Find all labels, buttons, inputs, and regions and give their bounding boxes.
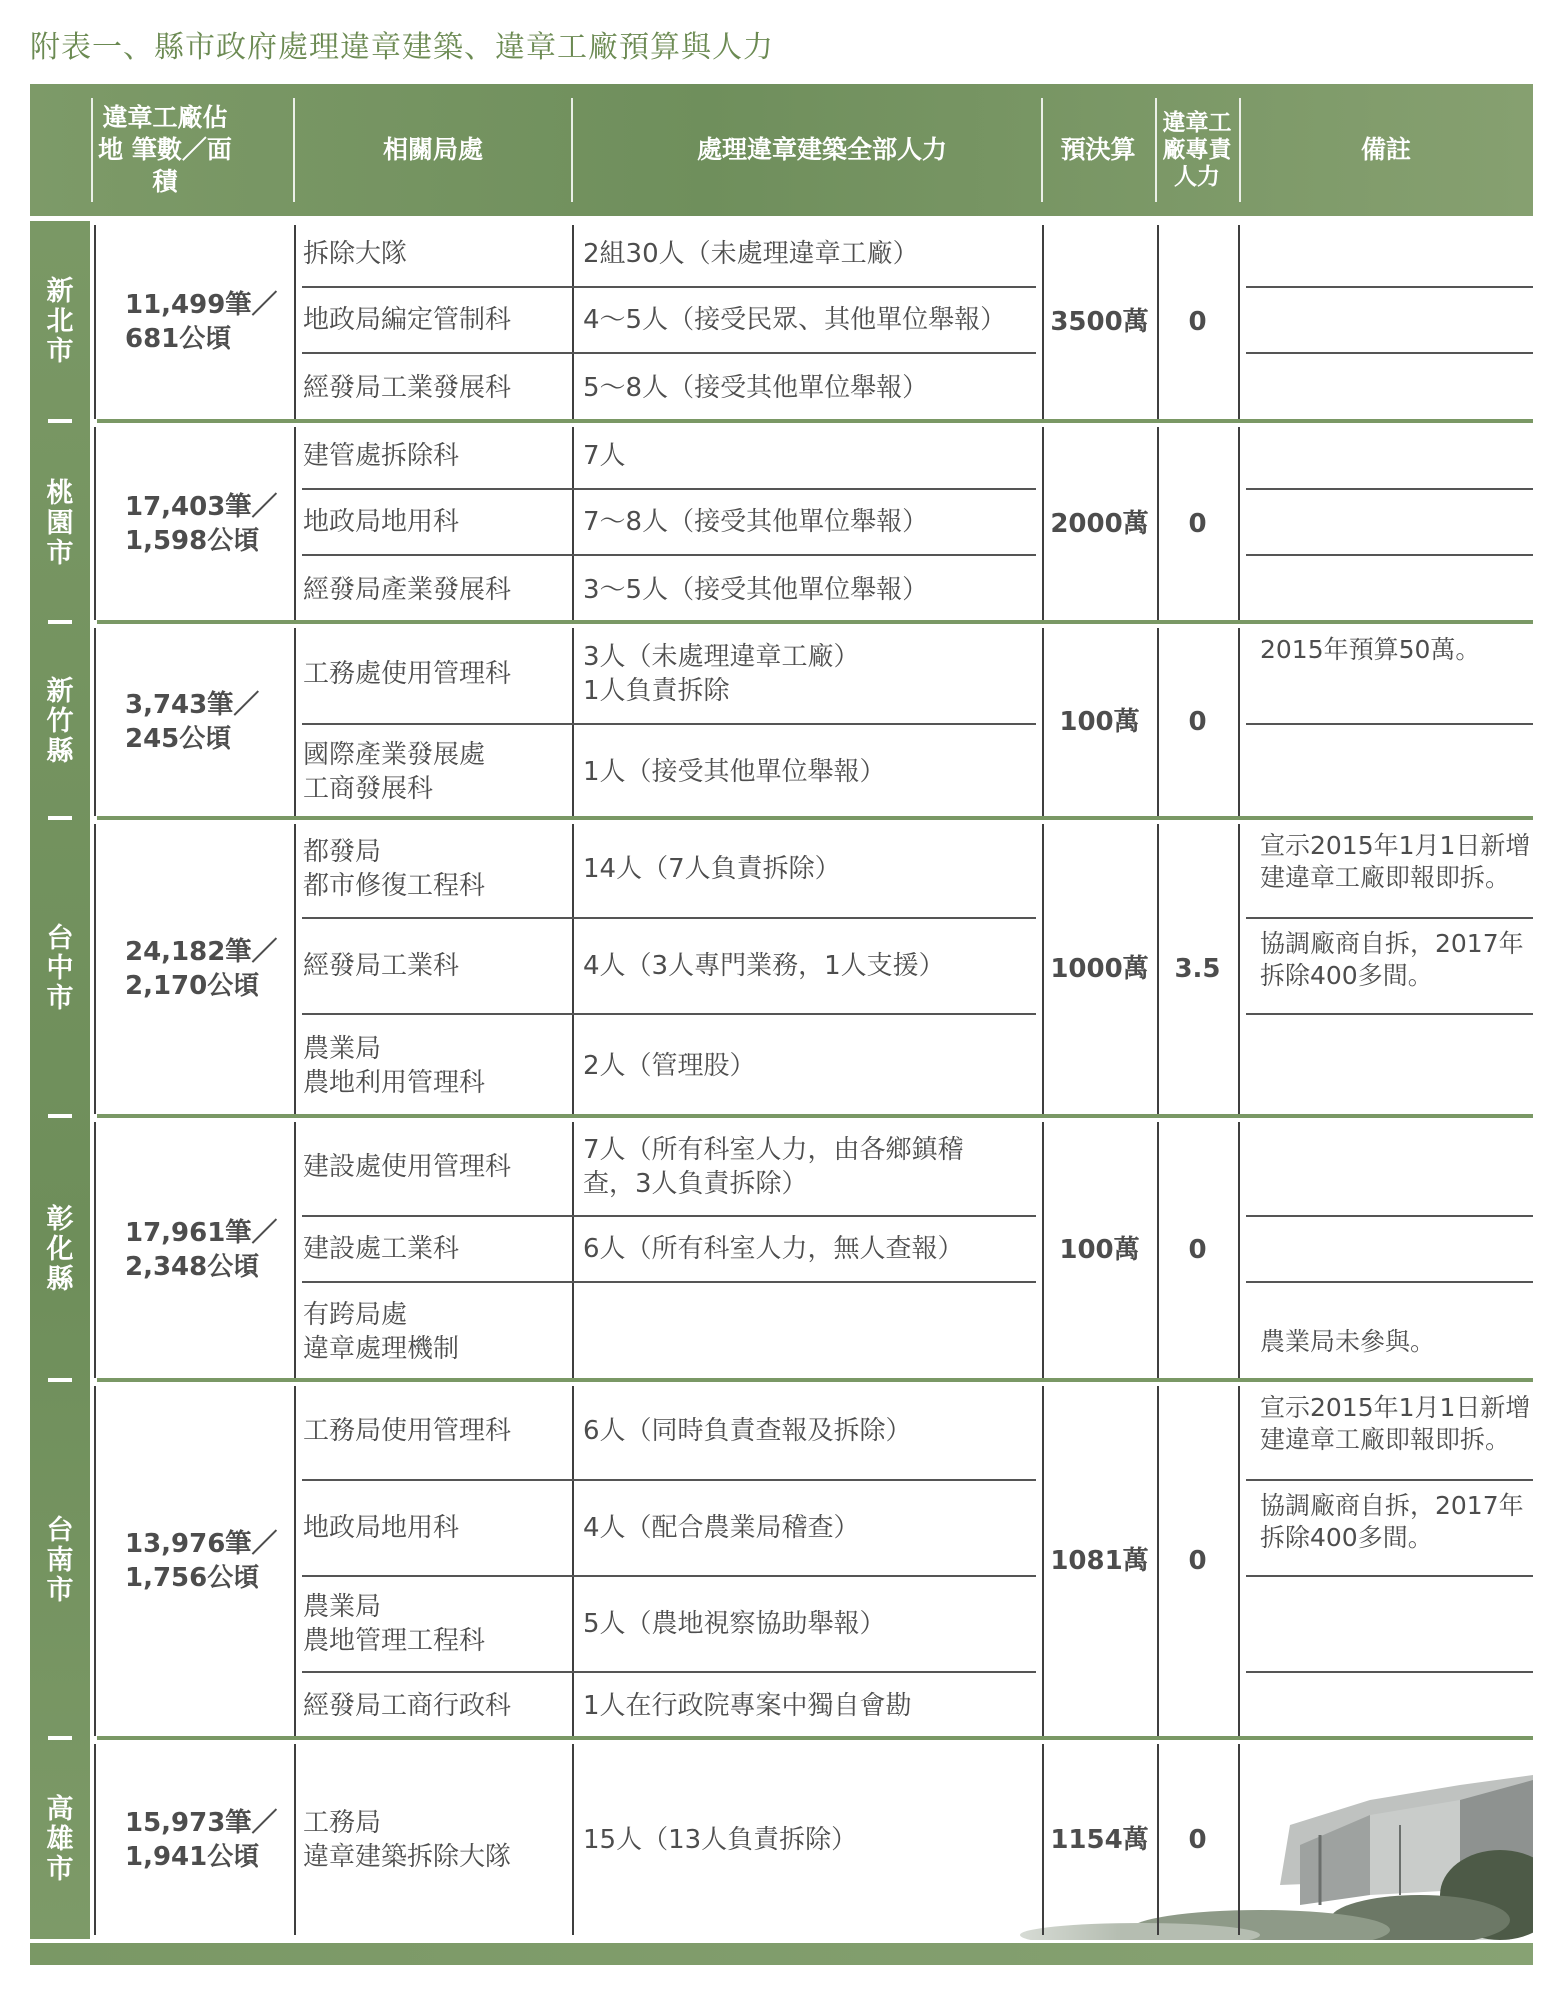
remark-text: 宣示2015年1月1日新增 建違章工廠即報即拆。	[1260, 831, 1531, 892]
column-divider	[572, 225, 574, 419]
remark-divider	[1246, 286, 1533, 288]
count-area-cell: 17,403筆／ 1,598公頃	[125, 491, 278, 556]
city-name: 台 南 市	[46, 1515, 74, 1606]
column-divider	[94, 225, 96, 419]
remark-divider	[1246, 554, 1533, 556]
city-name: 高 雄 市	[46, 1793, 74, 1885]
header-dedicated: 違章工 廠專責 人力	[1162, 109, 1232, 190]
dedicated-staff-cell: 0	[1188, 1235, 1207, 1265]
column-divider	[572, 824, 574, 1114]
remark-divider	[1246, 488, 1533, 490]
column-divider	[294, 1122, 296, 1378]
budget-cell: 3500萬	[1050, 307, 1149, 337]
staff-cell: 7人（所有科室人力，由各鄉鎮稽 查，3人負責拆除）	[583, 1135, 964, 1199]
column-divider	[94, 1386, 96, 1736]
city-name: 新 竹 縣	[46, 676, 74, 767]
remark-divider	[1246, 723, 1533, 725]
column-divider	[572, 1744, 574, 1935]
city-name: 台 中 市	[46, 923, 74, 1014]
department-cell: 建設處工業科	[303, 1234, 460, 1264]
staff-cell: 1人在行政院專案中獨自會勘	[583, 1691, 912, 1721]
city-divider-dash	[48, 1114, 72, 1118]
column-divider	[1238, 225, 1240, 419]
staff-cell: 4人（3人專門業務，1人支援）	[583, 951, 945, 981]
count-area-cell: 15,973筆／ 1,941公頃	[125, 1807, 278, 1872]
column-divider	[294, 628, 296, 816]
count-area-cell: 17,961筆／ 2,348公頃	[125, 1218, 278, 1282]
column-divider	[1238, 1386, 1240, 1736]
department-cell: 經發局工商行政科	[303, 1691, 512, 1721]
page-title: 附表一、縣市政府處理違章建築、違章工廠預算與人力	[30, 30, 774, 65]
city-divider-dash	[48, 1736, 72, 1740]
dedicated-staff-cell: 0	[1188, 707, 1207, 737]
remark-text: 協調廠商自拆，2017年 拆除400多間。	[1260, 929, 1524, 990]
column-divider	[94, 427, 96, 620]
staff-cell: 3～5人（接受其他單位舉報）	[583, 574, 929, 605]
header-count-area: 違章工廠佔地 筆數／面積	[98, 103, 232, 196]
budget-cell: 1154萬	[1050, 1824, 1149, 1855]
column-divider	[572, 1122, 574, 1378]
budget-cell: 100萬	[1059, 1235, 1140, 1265]
department-cell: 工務局使用管理科	[303, 1416, 512, 1446]
staff-cell: 4人（配合農業局稽查）	[583, 1513, 860, 1543]
department-cell: 國際產業發展處 工商發展科	[303, 740, 486, 804]
city-divider-dash	[48, 1378, 72, 1382]
remark-divider	[1246, 1479, 1533, 1481]
city-name: 新 北 市	[46, 276, 74, 367]
staff-cell: 14人（7人負責拆除）	[583, 854, 841, 884]
remark-text: 協調廠商自拆，2017年 拆除400多間。	[1260, 1491, 1524, 1552]
staff-cell: 1人（接受其他單位舉報）	[583, 757, 886, 787]
dedicated-staff-cell: 3.5	[1174, 954, 1221, 984]
budget-cell: 1081萬	[1050, 1546, 1149, 1576]
department-cell: 地政局編定管制科	[303, 305, 512, 335]
staff-cell	[583, 1282, 1040, 1382]
city-divider-dash	[48, 620, 72, 624]
department-cell: 農業局 農地利用管理科	[303, 1034, 486, 1098]
department-cell: 拆除大隊	[303, 239, 408, 269]
table-header	[30, 84, 1533, 216]
column-divider	[572, 628, 574, 816]
column-divider	[294, 1386, 296, 1736]
budget-cell: 100萬	[1059, 707, 1140, 737]
remark-divider	[1246, 917, 1533, 919]
remark-text: 2015年預算50萬。	[1260, 635, 1481, 664]
dedicated-staff-cell: 0	[1188, 307, 1207, 337]
header-budget: 預決算	[1060, 135, 1136, 164]
department-cell: 農業局 農地管理工程科	[303, 1592, 486, 1656]
city-name: 彰 化 縣	[46, 1204, 74, 1295]
remark-divider	[1246, 1671, 1533, 1673]
staff-cell: 2組30人（未處理違章工廠）	[583, 239, 919, 269]
staff-cell: 6人（同時負責查報及拆除）	[583, 1416, 912, 1446]
department-cell: 有跨局處 違章處理機制	[303, 1300, 460, 1364]
staff-cell: 7人	[583, 441, 626, 471]
count-area-cell: 24,182筆／ 2,170公頃	[125, 937, 278, 1001]
column-divider	[1238, 1744, 1240, 1935]
column-divider	[294, 824, 296, 1114]
staff-cell: 6人（所有科室人力，無人查報）	[583, 1234, 964, 1264]
column-divider	[1238, 824, 1240, 1114]
column-divider	[94, 1744, 96, 1935]
column-divider	[1238, 427, 1240, 620]
remark-text: 農業局未參與。	[1260, 1327, 1436, 1356]
department-cell: 建管處拆除科	[303, 441, 460, 471]
dedicated-staff-cell: 0	[1188, 1546, 1207, 1576]
department-cell: 都發局 都市修復工程科	[303, 837, 486, 901]
department-cell: 經發局工業科	[303, 951, 460, 981]
column-divider	[94, 824, 96, 1114]
department-cell: 經發局產業發展科	[303, 574, 512, 605]
column-divider	[94, 628, 96, 816]
department-cell: 經發局工業發展科	[303, 373, 512, 403]
staff-cell: 2人（管理股）	[583, 1051, 756, 1081]
department-cell: 工務處使用管理科	[303, 659, 512, 689]
staff-cell: 5人（農地視察協助舉報）	[583, 1609, 886, 1639]
department-cell: 地政局地用科	[303, 507, 460, 537]
staff-cell: 5～8人（接受其他單位舉報）	[583, 373, 929, 403]
header-divider	[91, 98, 93, 202]
city-divider-dash	[48, 816, 72, 820]
staff-cell: 7～8人（接受其他單位舉報）	[583, 507, 929, 537]
count-area-cell: 3,743筆／ 245公頃	[125, 690, 260, 754]
column-divider	[572, 1386, 574, 1736]
column-divider	[294, 427, 296, 620]
remark-divider	[1246, 1013, 1533, 1015]
column-divider	[294, 225, 296, 419]
staff-cell: 4～5人（接受民眾、其他單位舉報）	[583, 305, 1007, 335]
remark-text: 宣示2015年1月1日新增 建違章工廠即報即拆。	[1260, 1393, 1531, 1454]
remark-divider	[1246, 1215, 1533, 1217]
column-divider	[572, 427, 574, 620]
column-divider	[94, 1122, 96, 1378]
department-cell: 地政局地用科	[303, 1513, 460, 1543]
column-divider	[294, 1744, 296, 1935]
department-cell: 建設處使用管理科	[303, 1152, 512, 1182]
dedicated-staff-cell: 0	[1188, 1824, 1207, 1855]
city-name: 桃 園 市	[46, 477, 74, 569]
table-footer-bar	[30, 1943, 1533, 1965]
column-divider	[1238, 1122, 1240, 1378]
city-divider-dash	[48, 419, 72, 423]
department-cell: 工務局 違章建築拆除大隊	[303, 1807, 512, 1872]
staff-cell: 15人（13人負責拆除）	[583, 1824, 858, 1855]
remark-divider	[1246, 1575, 1533, 1577]
dedicated-staff-cell: 0	[1188, 508, 1207, 539]
budget-cell: 1000萬	[1050, 954, 1149, 984]
header-remarks: 備註	[1360, 135, 1411, 164]
count-area-cell: 13,976筆／ 1,756公頃	[125, 1529, 278, 1593]
column-divider	[1238, 628, 1240, 816]
header-departments: 相關局處	[382, 135, 483, 164]
header-staff: 處理違章建築全部人力	[696, 135, 947, 164]
remark-divider	[1246, 1281, 1533, 1283]
remark-divider	[1246, 352, 1533, 354]
count-area-cell: 11,499筆／ 681公頃	[125, 290, 278, 354]
staff-cell: 3人（未處理違章工廠） 1人負責拆除	[583, 642, 860, 706]
budget-cell: 2000萬	[1050, 508, 1149, 539]
